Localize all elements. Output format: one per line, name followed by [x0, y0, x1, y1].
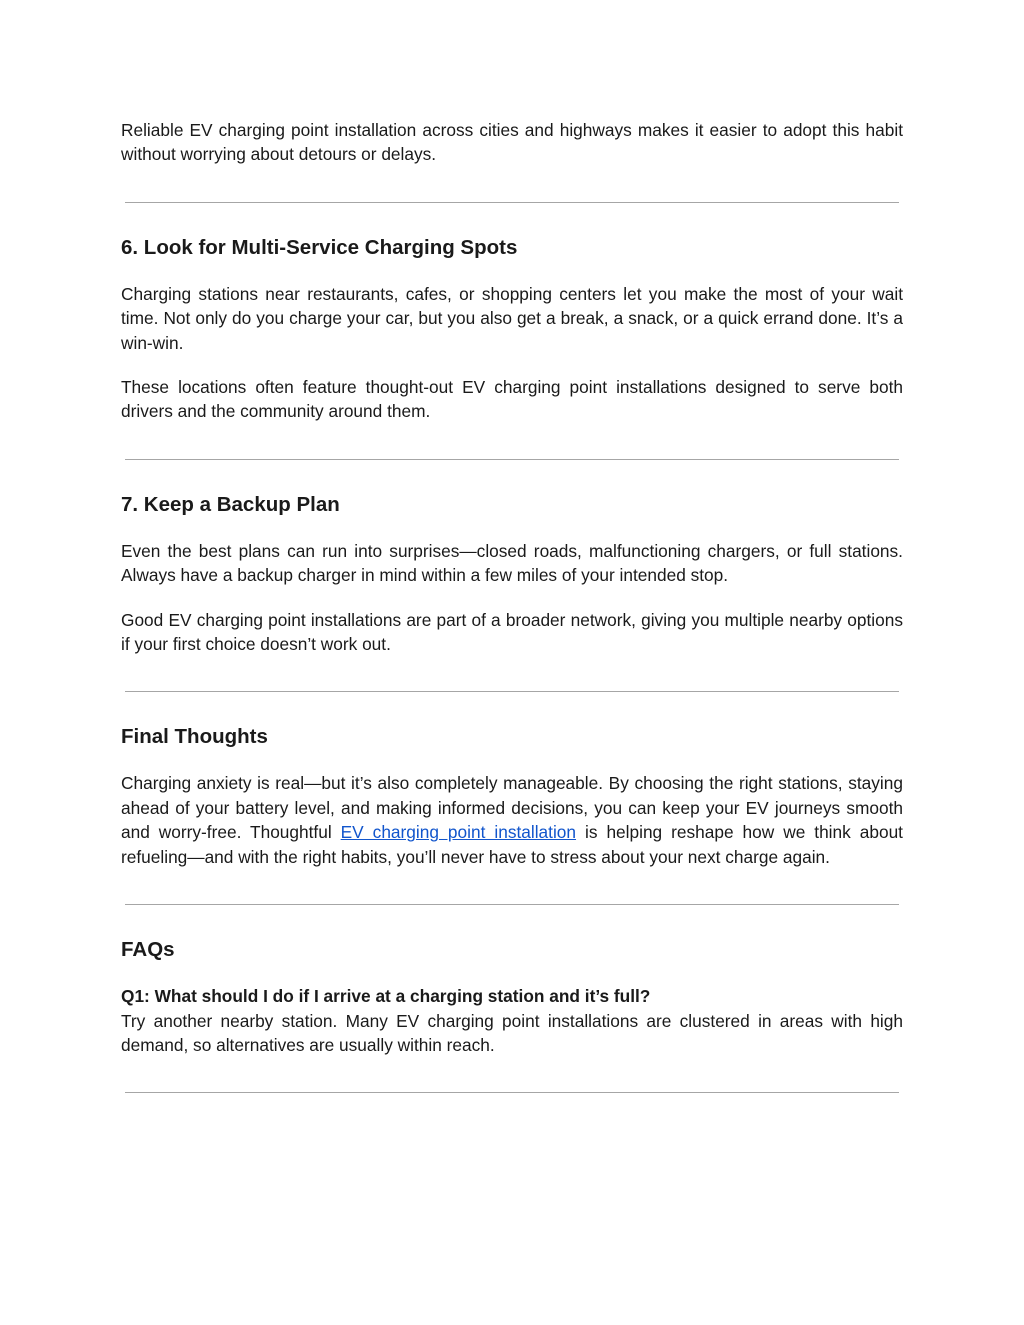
section-7-heading: 7. Keep a Backup Plan — [121, 492, 340, 516]
final-text-before-link: Charging anxiety is real—but it’s also completely manageable. By choosing the right stations, staying ahead of your battery level, and making informed decisions, you can keep your EV journeys smooth and worry-free. Thoughtful — [121, 773, 903, 843]
section-6-heading: 6. Look for Multi-Service Charging Spots — [121, 235, 518, 259]
final-text-after-link: is helping reshape how we think about refueling—and with the right habits, you’ll never have to stress about your next charge again. — [121, 822, 903, 867]
section-6-paragraph-2: These locations often feature thought-out EV charging point installations designed to serve both drivers and the community around them. — [121, 377, 903, 422]
section-6-paragraph-1: Charging stations near restaurants, cafes, or shopping centers let you make the most of your wait time. Not only do you charge your car, but you also get a break, a snack, or a quick errand done. It’s a win-win. — [121, 283, 903, 353]
intro-paragraph: Reliable EV charging point installation across cities and highways makes it easier to adopt this habit without worrying about detours or delays. — [121, 120, 903, 165]
faqs-heading: FAQs — [121, 938, 175, 962]
faq-answer-1: Try another nearby station. Many EV charging point installations are clustered in areas with high demand, so alternatives are usually within reach. — [121, 1010, 903, 1055]
section-divider — [125, 459, 899, 460]
section-7-paragraph-2: Good EV charging point installations are part of a broader network, giving you multiple nearby options if your first choice doesn’t work out. — [121, 609, 903, 655]
section-7-paragraph-1: Even the best plans can run into surprises—closed roads, malfunctioning chargers, or full stations. Always have a backup charger in mind within a few miles of your intended stop. — [121, 540, 903, 586]
faq-question-1: Q1: What should I do if I arrive at a charging station and it’s full? — [121, 986, 651, 1007]
section-divider — [125, 691, 899, 692]
document-page — [121, 118, 903, 1093]
final-thoughts-heading: Final Thoughts — [121, 725, 268, 749]
section-divider — [125, 1092, 899, 1093]
final-thoughts-paragraph — [121, 771, 903, 869]
ev-charging-installation-link[interactable]: EV charging point installation — [340, 822, 577, 843]
section-divider — [125, 904, 899, 905]
section-divider — [125, 202, 899, 203]
